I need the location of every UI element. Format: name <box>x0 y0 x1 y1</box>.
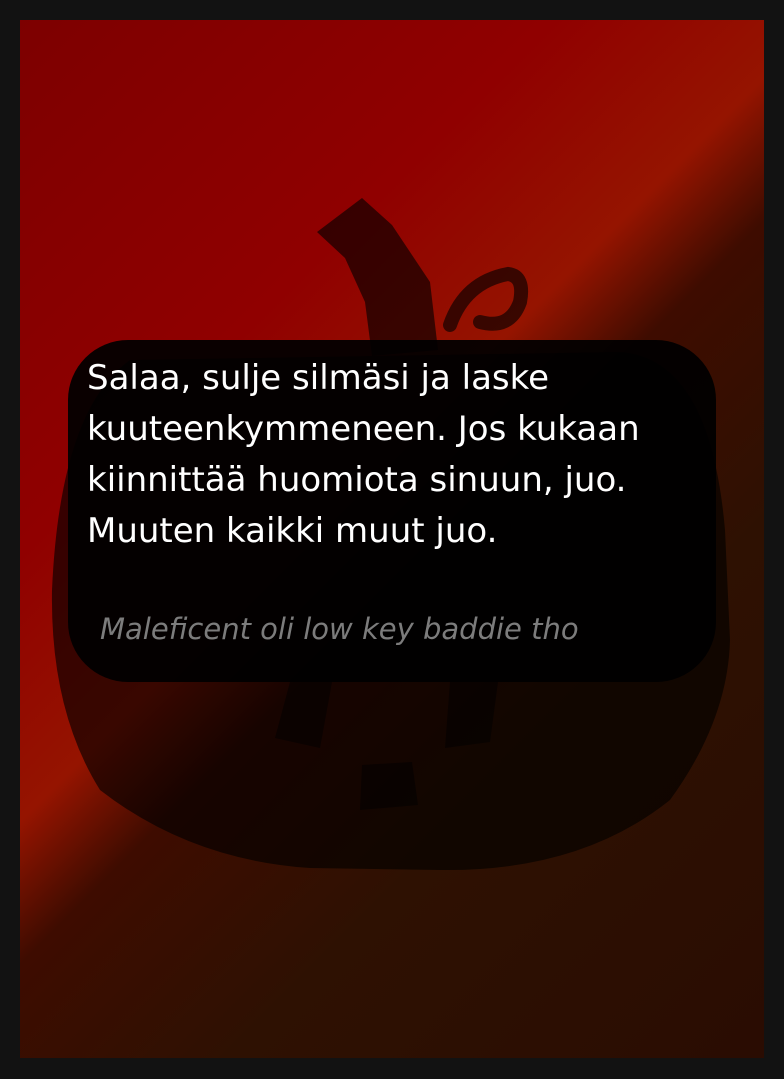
card-caption: Maleficent oli low key baddie tho <box>100 612 579 646</box>
prompt-text: Salaa, sulje silmäsi ja laske kuuteenkymmeneen. Jos kukaan kiinnittää huomiota sinuun, juo. Muuten kaikki muut juo. <box>87 358 640 551</box>
